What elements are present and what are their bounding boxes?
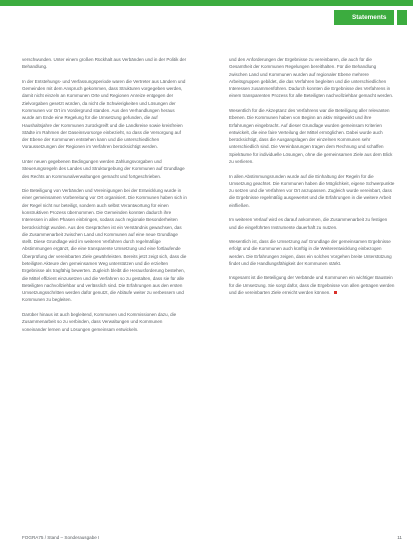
body-paragraph: In der Entstehungs- und Verfassungsperiode waren die Vertreter aus Ländern und Gemeinden mit dem Anspruch gekommen, dass Strukturen vorgegeben werden, damit nicht einzeln an Kommunen Orte und Regionen Anreize entgegen der Zielvorgaben gesetzt würden, da nicht die Schwierigkeiten und Lösungen der Kommunen vor Ort im Vordergrund standen. Aus den Verhandlungen heraus wurde am Ende eine Regelung für die Umsetzung gefunden, die auf Haushaltsjahre der Kommunen zurückgreift und die Landkreise sowie kreisfreien Städte im Rahmen der Daseinsvorsorge einbezieht, so dass die Versorgung auf der Ebene der Kommunen entstehen kann und die unterschiedlichen Voraussetzungen der Regionen im Verfahren berücksichtigt werden. — [22, 78, 186, 150]
page-footer — [22, 534, 402, 542]
body-paragraph: Im weiteren Verlauf wird es darauf ankommen, die Zusammenarbeit zu festigen und die eingeführten Instrumente dauerhaft zu nutzen. — [229, 217, 388, 230]
body-paragraph: Die Beteiligung von Verbänden und Vereinigungen bei der Entwicklung wurde in einer gemeinsamen Vorbereitung vor Ort organisiert. Die Kommunen haben sich in der Regel nicht nur beteiligt, sondern auch selbst Verantwortung für einen konstruktiven Prozess übernommen. Die Gemeinden konnten dadurch ihre Interessen in allen Phasen einbringen, sodass auch regionale Besonderheiten berücksichtigt wurden. Aus den Gesprächen ist ein Verständnis gewachsen, das die Zusammenarbeit zwischen Land und Kommunen auf eine neue Grundlage stellt. Diese Grundlage wird im weiteren Verfahren durch regelmäßige Abstimmungen ergänzt, die eine transparente Umsetzung und eine fortlaufende Überprüfung der vereinbarten Ziele gewährleisten. Bereits jetzt zeigt sich, dass die beteiligten Akteure den gemeinsamen Weg unterstützen und die erzielten Ergebnisse als tragfähig bewerten. Zugleich bleibt die Herausforderung bestehen, die Mittel effizient einzusetzen und die Verfahren so zu gestalten, dass sie für alle Beteiligten nachvollziehbar und verlässlich sind. Die Erfahrungen aus den ersten Umsetzungsschritten werden dafür genutzt, die Abläufe weiter zu verbessern und Kommunen zu begleiten. — [22, 188, 187, 303]
section-label: Statements — [334, 10, 394, 25]
body-paragraph: Wesentlich für die Akzeptanz des Verfahrens war die Beteiligung aller relevanten Ebenen. Die Kommunen haben von Beginn an aktiv mitgewirkt und ihre Erfahrungen eingebracht. Auf dieser Grundlage wurden gemeinsam Kriterien entwickelt, die eine faire Verteilung der Mittel ermöglichen. Dabei wurde auch berücksichtigt, dass die Ausgangslagen der einzelnen Kommunen sehr unterschiedlich sind. Die Vereinbarungen tragen dem Rechnung und schaffen Spielräume für individuelle Lösungen, ohne die gemeinsamen Ziele aus dem Blick zu verlieren. — [229, 107, 393, 165]
body-paragraph: Wesentlich ist, dass die Umsetzung auf Grundlage der gemeinsamen Ergebnisse erfolgt und die Kommunen auch künftig in die Weiterentwicklung einbezogen werden. Die Erfahrungen zeigen, dass ein solches Vorgehen breite Unterstützung findet und die Handlungsfähigkeit der Kommunen stärkt. — [229, 238, 392, 266]
body-paragraph: Darüber hinaus ist auch begleitend, Kommunen und Kommissionen dazu, die Zusammenarbeit so zu verbinden, dass Verwaltungen und Kommunen voneinander lernen und Lösungen gemeinsam entwickeln. — [22, 311, 177, 332]
final-paragraph — [229, 274, 395, 296]
body-paragraph: und den Anforderungen der Ergebnisse zu vereinbaren, die auch für die Gesamtheit der Kommunen Regelungen bereithalten. Für die Behandlung zwischen Land und Kommunen wurden auf regionaler Ebene mehrere Arbeitsgruppen gebildet, die das Verfahren begleiten und die unterschiedlichen Interessen zusammenführen. Dadurch konnten die Ergebnisse des Verfahrens in einem transparenten Prozess für alle Beteiligten nachvollziehbar gemacht werden. — [229, 57, 394, 99]
section-marker-square — [397, 10, 407, 25]
left-column — [22, 56, 188, 340]
header-accent-bar — [0, 0, 413, 6]
page-number: 11 — [397, 535, 402, 540]
article-end-marker — [334, 291, 337, 294]
footer-publication: FOGRA75 / Stand – Sonderausgabe I — [22, 535, 100, 540]
final-paragraph-text: Insgesamt ist die Beteiligung der Verbände und Kommunen ein wichtiger Baustein für die Umsetzung. Sie sorgt dafür, dass die Ergebnisse von allen getragen werden und die vereinbarten Ziele erreicht werden können. — [229, 275, 395, 295]
body-paragraph: verschwunden. Unter einem großen Rückhalt aus Verbänden und in der Politik der Behandlung. — [22, 57, 187, 70]
body-paragraph: In allen Abstimmungsrunden wurde auf die Einhaltung der Regeln für die Umsetzung geachtet. Die Kommunen haben die Möglichkeit, eigene Schwerpunkte zu setzen und die Verfahren vor Ort anzupassen. Zugleich wurde vereinbart, dass die Ergebnisse regelmäßig ausgewertet und die Erfahrungen in die weitere Arbeit einfließen. — [229, 173, 395, 208]
body-paragraph: Unter neuen gegebenen Bedingungen werden Zahlungsvorgaben und Steuerungsregeln des Landes und Strukturgebung der Kommunen auf Grundlage des Rechts an Kommunalverwaltungen gemacht und fortgeschrieben. — [22, 158, 185, 179]
right-column — [229, 56, 395, 303]
